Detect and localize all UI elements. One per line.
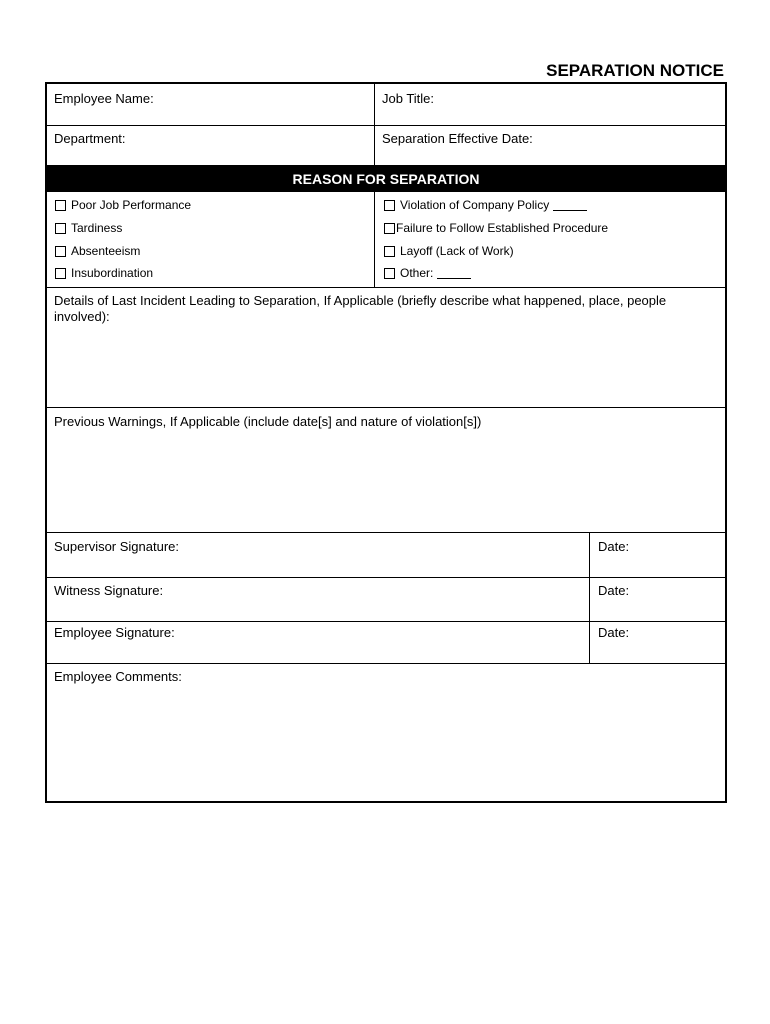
page-title: SEPARATION NOTICE	[546, 61, 724, 80]
separation-form	[45, 82, 727, 803]
option-poor-job-performance[interactable]	[55, 198, 191, 212]
checkbox-icon[interactable]	[55, 246, 66, 257]
option-label: Poor Job Performance	[71, 198, 192, 212]
supervisor-date-field[interactable]	[590, 533, 725, 577]
date-label: Date:	[598, 625, 630, 640]
option-label: Tardiness	[71, 221, 123, 235]
option-absenteeism[interactable]	[55, 244, 140, 258]
supervisor-signature-field[interactable]	[47, 533, 589, 577]
reason-heading-band	[47, 166, 725, 192]
date-label: Date:	[598, 539, 630, 554]
department-field[interactable]	[47, 126, 374, 165]
option-label: Layoff (Lack of Work)	[400, 244, 514, 258]
job-title-field[interactable]	[375, 84, 725, 125]
option-insubordination[interactable]	[55, 266, 153, 280]
employee-name-label: Employee Name:	[54, 91, 154, 106]
witness-signature-label: Witness Signature:	[54, 583, 164, 598]
row-witness-signature	[47, 578, 725, 622]
fill-in-blank[interactable]	[553, 199, 587, 211]
checkbox-icon[interactable]	[384, 246, 395, 257]
separation-date-field[interactable]	[375, 126, 725, 165]
fill-in-blank[interactable]	[437, 267, 471, 279]
job-title-label: Job Title:	[382, 91, 435, 106]
option-label: Violation of Company Policy	[400, 198, 550, 212]
column-divider	[374, 192, 375, 287]
row-employee-signature	[47, 622, 725, 664]
employee-name-field[interactable]	[47, 84, 374, 125]
checkbox-icon[interactable]	[55, 223, 66, 234]
checkbox-icon[interactable]	[384, 268, 395, 279]
details-field[interactable]	[47, 288, 725, 408]
employee-comments-field[interactable]	[47, 664, 725, 801]
row-department-date	[47, 126, 725, 166]
separation-date-label: Separation Effective Date:	[382, 131, 533, 146]
checkbox-icon[interactable]	[384, 200, 395, 211]
employee-signature-label: Employee Signature:	[54, 625, 175, 640]
employee-comments-label: Employee Comments:	[54, 669, 182, 684]
row-name-title	[47, 84, 725, 126]
checkbox-icon[interactable]	[55, 268, 66, 279]
witness-date-field[interactable]	[590, 578, 725, 621]
option-label: Failure to Follow Established Procedure	[396, 221, 609, 235]
date-label: Date:	[598, 583, 630, 598]
employee-date-field[interactable]	[590, 622, 725, 663]
option-label: Insubordination	[71, 266, 154, 280]
option-violation-of-company-policy[interactable]	[384, 198, 587, 212]
checkbox-icon[interactable]	[384, 223, 395, 234]
reason-heading: REASON FOR SEPARATION	[292, 171, 480, 187]
option-tardiness[interactable]	[55, 221, 122, 235]
previous-warnings-field[interactable]	[47, 408, 725, 533]
previous-warnings-label: Previous Warnings, If Applicable (include date[s] and nature of violation[s])	[54, 414, 482, 429]
details-label: Details of Last Incident Leading to Separation, If Applicable (briefly describe what happened, place, people involved):	[54, 293, 667, 324]
reason-options	[47, 192, 725, 288]
option-layoff[interactable]	[384, 244, 514, 258]
option-failure-to-follow-procedure[interactable]	[384, 221, 608, 235]
option-label: Absenteeism	[71, 244, 141, 258]
employee-signature-field[interactable]	[47, 622, 589, 663]
witness-signature-field[interactable]	[47, 578, 589, 621]
supervisor-signature-label: Supervisor Signature:	[54, 539, 180, 554]
option-label: Other:	[400, 266, 434, 280]
checkbox-icon[interactable]	[55, 200, 66, 211]
row-supervisor-signature	[47, 533, 725, 578]
option-other[interactable]	[384, 266, 471, 280]
department-label: Department:	[54, 131, 126, 146]
